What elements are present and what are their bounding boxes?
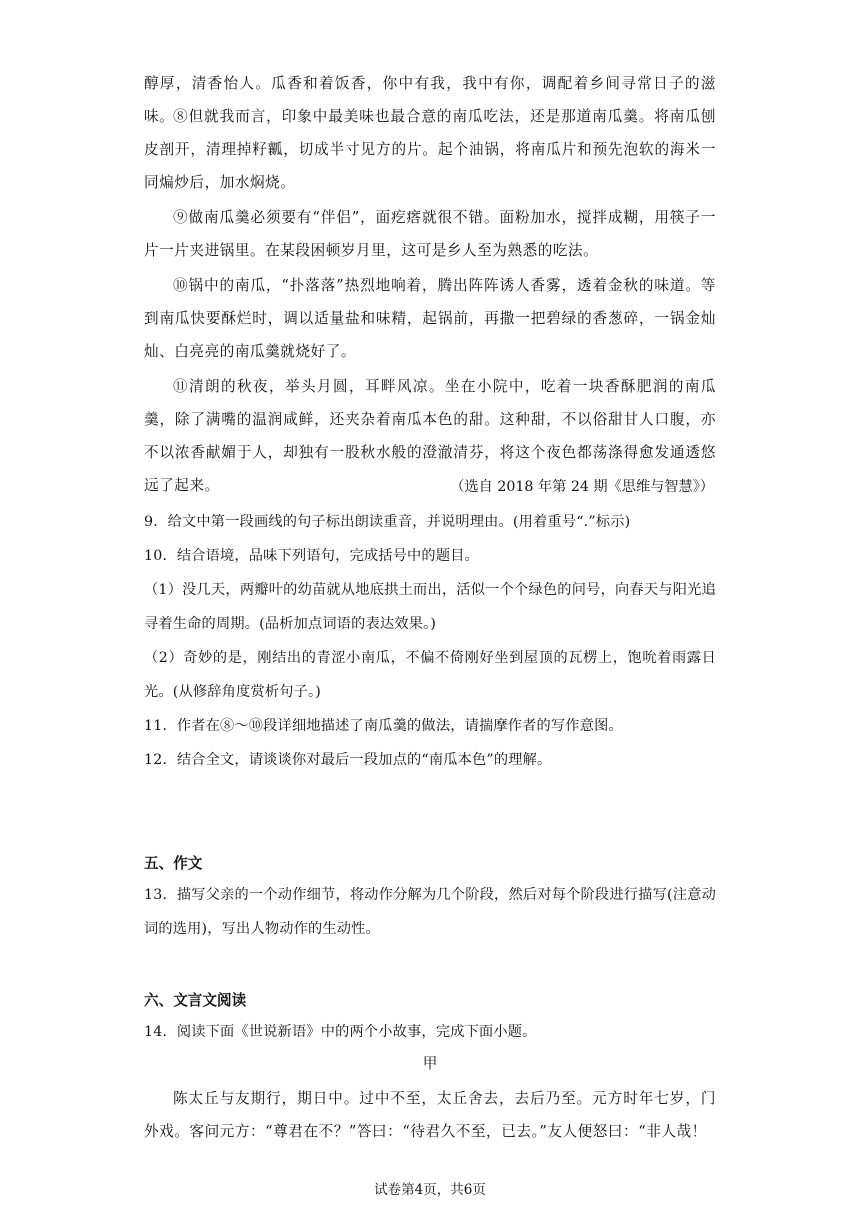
page-footer: 试卷第4页，共6页 [374, 1182, 486, 1198]
question-10-2: （2）奇妙的是，刚结出的青涩小南瓜，不偏不倚刚好坐到屋顶的瓦楞上，饱吮着雨露日光。(从修辞角度赏析句子。) [144, 650, 716, 700]
question-10: 10．结合语境，品味下列语句，完成括号中的题目。 [144, 548, 479, 564]
source-citation: （选自 2018 年第 24 期《思维与智慧》） [450, 479, 714, 495]
question-12: 12．结合全文，请谈谈你对最后一段加点的“南瓜本色”的理解。 [144, 752, 552, 768]
paragraph-11: ⑪清朗的秋夜，举头月圆，耳畔风凉。坐在小院中，吃着一块香酥肥润的南瓜羹，除了满嘴的温润咸鲜，还夹杂着南瓜本色的甜。这种甜，不以俗甜甘人口腹，亦不以浓香献媚于人，却独有一股秋水般的澄澈清芬，将这个夜色都荡涤得愈发通透悠远了起来。 [144, 378, 716, 494]
question-13: 13．描写父亲的一个动作细节，将动作分解为几个阶段，然后对每个阶段进行描写(注意动词的选用)，写出人物动作的生动性。 [144, 887, 716, 937]
story-label-jia: 甲 [422, 1055, 438, 1072]
paragraph-9: ⑨做南瓜羹必须要有“伴侣”，面疙瘩就很不错。面粉加水，搅拌成糊，用筷子一片一片夹进锅里。在某段困顿岁月里，这可是乡人至为熟悉的吃法。 [144, 209, 716, 259]
paragraph-7-continued: 醇厚，清香怡人。瓜香和着饭香，你中有我，我中有你，调配着乡间寻常日子的滋味。 [144, 75, 716, 125]
question-9: 9．给文中第一段画线的句子标出朗读重音，并说明理由。(用着重号“.”标示) [144, 514, 631, 530]
question-10-1: （1）没几天，两瓣叶的幼苗就从地底拱土而出，活似一个个绿色的问号，向春天与阳光追寻着生命的周期。(品析加点词语的表达效果。) [144, 582, 716, 632]
classical-text-jia: 陈太丘与友期行，期日中。过中不至，太丘舍去，去后乃至。元方时年七岁，门外戏。客问元方：“尊君在不？”答曰：“待君久不至，已去。”友人便怒曰：“非人哉！ [144, 1090, 716, 1140]
paragraph-8: ⑧但就我而言，印象中最美味也最合意的南瓜吃法，还是那道南瓜羹。将南瓜刨皮剖开，清理掉籽瓤，切成半寸见方的片。起个油锅，将南瓜片和预先泡软的海米一同煸炒后，加水焖烧。 [144, 108, 716, 191]
section-5-heading: 五、作文 [144, 855, 203, 872]
question-14: 14．阅读下面《世说新语》中的两个小故事，完成下面小题。 [144, 1024, 537, 1040]
section-6-heading: 六、文言文阅读 [144, 992, 247, 1009]
paragraph-10: ⑩锅中的南瓜，“扑落落”热烈地响着，腾出阵阵诱人香雾，透着金秋的味道。等到南瓜快要酥烂时，调以适量盐和味精，起锅前，再撒一把碧绿的香葱碎，一锅金灿灿、白亮亮的南瓜羹就烧好了。 [144, 277, 716, 360]
question-11: 11．作者在⑧～⑩段详细地描述了南瓜羹的做法，请揣摩作者的写作意图。 [144, 718, 623, 734]
